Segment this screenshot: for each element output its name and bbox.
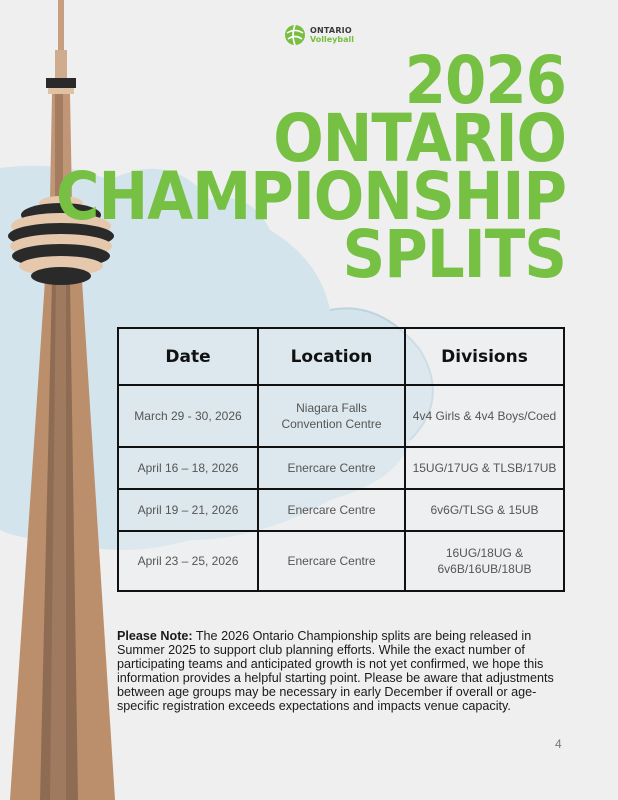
cell-divisions: 4v4 Girls & 4v4 Boys/Coed bbox=[405, 385, 564, 447]
cell-date: April 23 – 25, 2026 bbox=[118, 531, 258, 591]
note-body: The 2026 Ontario Championship splits are being released in Summer 2025 to support club planning efforts. While the exact number of participating teams and anticipated growth is not yet confirmed, we hope this information provides a helpful starting point. Please be aware that adjustments between age groups may be necessary in early December if overall or age-specific registration exceeds expectations and impacts venue capacity. bbox=[117, 629, 554, 713]
cell-divisions: 15UG/17UG & TLSB/17UB bbox=[405, 447, 564, 489]
cell-location: Enercare Centre bbox=[258, 489, 405, 531]
table-row bbox=[118, 489, 564, 531]
cell-divisions: 16UG/18UG & 6v6B/16UB/18UB bbox=[405, 531, 564, 591]
cell-date: April 16 – 18, 2026 bbox=[118, 447, 258, 489]
title-line-championship: CHAMPIONSHIP bbox=[55, 158, 566, 235]
logo-wordmark-bottom: Volleyball bbox=[310, 35, 354, 44]
title-line-splits: SPLITS bbox=[342, 216, 566, 293]
cell-location: Enercare Centre bbox=[258, 447, 405, 489]
cell-date: April 19 – 21, 2026 bbox=[118, 489, 258, 531]
column-header-divisions: Divisions bbox=[405, 328, 564, 385]
table-row bbox=[118, 447, 564, 489]
cell-location: Niagara Falls Convention Centre bbox=[258, 385, 405, 447]
table-row bbox=[118, 531, 564, 591]
column-header-date: Date bbox=[118, 328, 258, 385]
column-header-location: Location bbox=[258, 328, 405, 385]
cell-divisions: 6v6G/TLSG & 15UB bbox=[405, 489, 564, 531]
cell-location: Enercare Centre bbox=[258, 531, 405, 591]
volleyball-icon bbox=[284, 24, 306, 46]
table-row bbox=[118, 385, 564, 447]
note-label: Please Note: bbox=[117, 629, 193, 643]
page-number: 4 bbox=[555, 737, 562, 751]
title-line-ontario: ONTARIO bbox=[273, 100, 566, 177]
table-header-row bbox=[118, 328, 564, 385]
cell-date: March 29 - 30, 2026 bbox=[118, 385, 258, 447]
ontario-volleyball-logo bbox=[284, 24, 354, 46]
logo-wordmark-top: ONTARIO bbox=[310, 26, 352, 35]
page-title bbox=[55, 42, 566, 293]
championship-splits-table bbox=[117, 327, 565, 592]
please-note-paragraph bbox=[117, 629, 567, 713]
title-line-year: 2026 bbox=[404, 42, 566, 119]
